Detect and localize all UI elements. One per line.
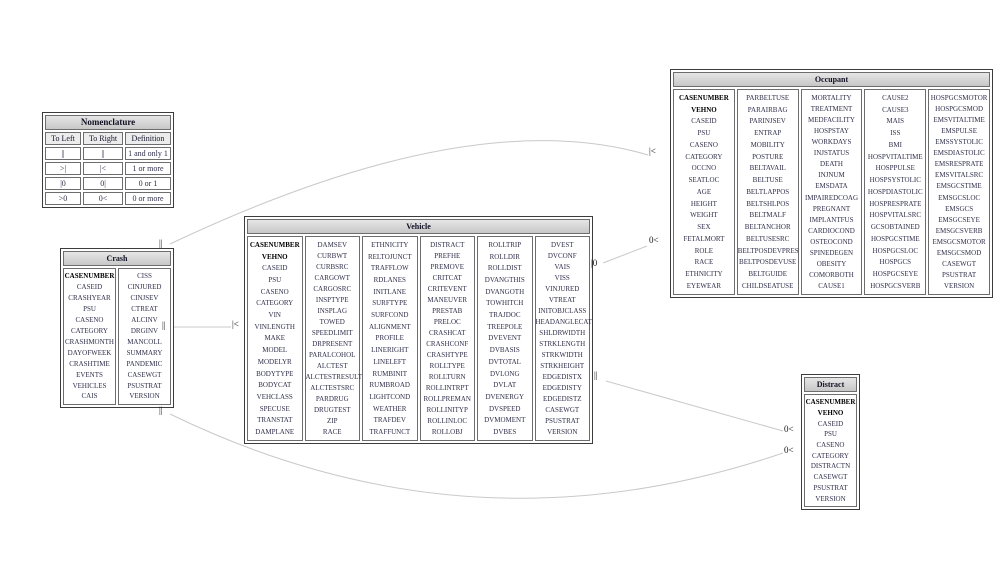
field-profile: PROFILE	[375, 334, 404, 343]
field-beltguide: BELTGUIDE	[748, 270, 788, 279]
field-bodytype: BODYTYPE	[256, 369, 294, 378]
field-implantfus: IMPLANTFUS	[809, 215, 854, 224]
field-ethnicity: ETHNICITY	[685, 270, 723, 279]
field-beltshlpos: BELTSHLPOS	[746, 199, 790, 208]
field-crashtype: CRASHTYPE	[426, 350, 468, 359]
nomenclature-row-2-cell-2: |<	[83, 162, 123, 175]
field-cinjured: CINJURED	[127, 283, 162, 292]
nomenclature-col-to-right: To Right	[83, 132, 123, 145]
field-entrap: ENTRAP	[754, 129, 782, 138]
field-race: RACE	[322, 428, 342, 437]
field-injstatus: INJSTATUS	[813, 149, 850, 158]
crash-table-body	[63, 268, 171, 405]
vehicle-table-title: Vehicle	[247, 219, 590, 234]
occupant-column-3	[801, 89, 863, 295]
cardinality-vehicle-distract-distract-end: 0<	[784, 424, 794, 434]
field-prestab: PRESTAB	[432, 306, 463, 315]
field-obesity: OBESITY	[816, 260, 847, 269]
field-damplane: DAMPLANE	[255, 428, 295, 437]
field-trajdoc: TRAJDOC	[488, 311, 521, 320]
distract-table-title: Distract	[804, 377, 857, 392]
field-beltposdevuse: BELTPOSDEVUSE	[739, 258, 797, 267]
field-mais: MAIS	[886, 117, 905, 126]
field-dvlat: DVLAT	[493, 381, 517, 390]
field-mancoll: MANCOLL	[127, 337, 162, 346]
field-crashtime: CRASHTIME	[69, 359, 110, 368]
field-dvest: DVEST	[550, 240, 574, 249]
cardinality-vehicle-occupant-vehicle-end: |0	[591, 258, 598, 268]
field-surftype: SURFTYPE	[372, 299, 408, 308]
field-vehno: VEHNO	[691, 105, 717, 114]
occupant-column-4	[864, 89, 926, 295]
field-vinlength: VINLENGTH	[254, 322, 295, 331]
field-surfcond: SURFCOND	[371, 311, 409, 320]
field-rolltrip: ROLLTRIP	[488, 240, 522, 249]
field-rollturn: ROLLTURN	[428, 373, 466, 382]
connector-vehicle-distract-line	[606, 381, 783, 431]
field-emsgcseye: EMSGCSEYE	[938, 215, 980, 224]
field-headanglecat: HEADANGLECAT	[535, 317, 592, 326]
field-version: VERSION	[129, 392, 160, 401]
field-parbeltuse: PARBELTUSE	[746, 93, 790, 102]
field-alignment: ALIGNMENT	[368, 322, 411, 331]
field-lineleft: LINELEFT	[373, 357, 407, 366]
field-premove: PREMOVE	[430, 262, 464, 271]
field-dvmoment: DVMOMENT	[484, 416, 526, 425]
field-casewgt: CASEWGT	[942, 260, 976, 269]
field-psustrat: PSUSTRAT	[127, 381, 162, 390]
field-occno: OCCNO	[691, 164, 717, 173]
field-emsdiastolic: EMSDIASTOLIC	[933, 149, 985, 158]
vehicle-column-3	[362, 236, 418, 441]
field-psustrat: PSUSTRAT	[813, 483, 848, 492]
field-cause3: CAUSE3	[882, 105, 909, 114]
crash-column-1	[63, 268, 116, 405]
field-osteocond: OSTEOCOND	[810, 237, 853, 246]
field-hospgcsverb: HOSPGCSVERB	[870, 281, 921, 290]
field-crashyear: CRASHYEAR	[68, 294, 111, 303]
cardinality-crash-vehicle-crash-end: ||	[162, 320, 166, 330]
field-sex: SEX	[697, 223, 711, 232]
crash-table	[60, 248, 174, 408]
nomenclature-col-to-left: To Left	[45, 132, 81, 145]
field-rollinityp: ROLLINITYP	[426, 406, 468, 415]
field-summary: SUMMARY	[126, 348, 163, 357]
field-caseno: CASENO	[816, 441, 845, 450]
nomenclature-row-4-cell-3: 0 or more	[125, 192, 171, 205]
nomenclature-row-3-cell-2: 0|	[83, 177, 123, 190]
field-mobility: MOBILITY	[750, 140, 785, 149]
field-edgedistx: EDGEDISTX	[542, 373, 582, 382]
field-vehno: VEHNO	[817, 409, 844, 418]
field-medfacility: MEDFACILITY	[808, 115, 855, 124]
field-casewgt: CASEWGT	[545, 406, 580, 415]
field-comorboth: COMORBOTH	[809, 271, 854, 280]
field-model: MODEL	[262, 346, 288, 355]
field-caseid: CASEID	[817, 419, 844, 428]
field-reltojunct: RELTOJUNCT	[367, 252, 412, 261]
field-emsresprate: EMSRESPRATE	[934, 160, 984, 169]
field-hospstay: HOSPSTAY	[814, 126, 849, 135]
field-age: AGE	[696, 187, 712, 196]
field-rollintrpt: ROLLINTRPT	[425, 384, 469, 393]
occupant-table-body	[673, 89, 990, 295]
field-vtreat: VTREAT	[548, 295, 576, 304]
field-beltposdevpres: BELTPOSDEVPRES	[737, 246, 799, 255]
vehicle-table	[244, 216, 593, 444]
occupant-table-title: Occupant	[673, 72, 990, 87]
field-emsdata: EMSDATA	[815, 182, 848, 191]
field-vehicles: VEHICLES	[72, 381, 107, 390]
field-caseid: CASEID	[691, 117, 717, 126]
field-weight: WEIGHT	[690, 211, 718, 220]
field-vin: VIN	[268, 311, 281, 320]
field-height: HEIGHT	[690, 199, 717, 208]
field-vehclass: VEHCLASS	[256, 392, 293, 401]
nomenclature-row-2-cell-1: >|	[45, 162, 81, 175]
field-bodycat: BODYCAT	[258, 381, 292, 390]
field-distract: DISTRACT	[430, 240, 465, 249]
field-vais: VAIS	[554, 262, 570, 271]
field-shldrwidth: SHLDRWIDTH	[539, 328, 586, 337]
field-beltlappos: BELTLAPPOS	[746, 187, 790, 196]
field-hosppulse: HOSPPULSE	[875, 164, 915, 173]
field-injnum: INJNUM	[818, 171, 845, 180]
field-hospresprate: HOSPRESPRATE	[869, 199, 922, 208]
field-drugtest: DRUGTEST	[313, 406, 351, 415]
field-beltmalf: BELTMALF	[749, 211, 786, 220]
field-distractn: DISTRACTN	[810, 462, 851, 471]
field-beltavail: BELTAVAIL	[749, 164, 786, 173]
field-bmi: BMI	[888, 140, 902, 149]
field-rumbroad: RUMBROAD	[369, 381, 410, 390]
crash-table-title: Crash	[63, 251, 171, 266]
field-hospsystolic: HOSPSYSTOLIC	[869, 176, 921, 185]
occupant-column-5	[928, 89, 990, 295]
vehicle-table-body	[247, 236, 590, 441]
occupant-column-2	[737, 89, 799, 295]
field-hospvitalsrc: HOSPVITALSRC	[869, 211, 922, 220]
distract-table	[801, 374, 860, 510]
field-specuse: SPECUSE	[259, 404, 290, 413]
field-modelyr: MODELYR	[257, 357, 292, 366]
field-traffunct: TRAFFUNCT	[369, 428, 411, 437]
field-workdays: WORKDAYS	[811, 137, 852, 146]
vehicle-column-4	[420, 236, 476, 441]
field-treepole: TREEPOLE	[487, 322, 523, 331]
field-role: ROLE	[694, 246, 714, 255]
connector-vehicle-occupant-line	[603, 246, 647, 263]
nomenclature-row-1-cell-3: 1 and only 1	[125, 147, 171, 160]
field-strklength: STRKLENGTH	[539, 339, 586, 348]
cardinality-crash-occupant-crash-end: ||	[159, 238, 163, 248]
field-critevent: CRITEVENT	[427, 284, 467, 293]
field-emsgcsmod: EMSGCSMOD	[936, 249, 982, 258]
field-parinjsev: PARINJSEV	[749, 117, 786, 126]
field-iss: ISS	[890, 129, 901, 138]
field-caseno: CASENO	[689, 140, 718, 149]
nomenclature-title: Nomenclature	[45, 115, 171, 130]
field-events: EVENTS	[76, 370, 103, 379]
field-critcat: CRITCAT	[432, 273, 462, 282]
field-towhitch: TOWHITCH	[486, 299, 524, 308]
field-emsgcsloc: EMSGCSLOC	[938, 193, 981, 202]
field-lineright: LINERIGHT	[371, 346, 409, 355]
field-category: CATEGORY	[685, 152, 723, 161]
field-maneuver: MANEUVER	[427, 295, 468, 304]
field-rollobj: ROLLOBJ	[431, 428, 463, 437]
field-rolldist: ROLLDIST	[487, 264, 522, 273]
field-alctestresult: ALCTESTRESULT	[305, 373, 363, 382]
nomenclature-body	[45, 132, 171, 205]
field-mortality: MORTALITY	[811, 93, 852, 102]
field-ciss: CISS	[137, 272, 152, 281]
nomenclature-col-definition: Definition	[125, 132, 171, 145]
nomenclature-row-3-cell-1: |0	[45, 177, 81, 190]
vehicle-column-5	[477, 236, 533, 441]
crash-column-2	[118, 268, 171, 405]
cardinality-crash-distract-distract-end: 0<	[784, 445, 794, 455]
distract-table-body	[804, 394, 857, 507]
field-beltusesrc: BELTUSESRC	[746, 234, 790, 243]
field-rdlanes: RDLANES	[373, 275, 406, 284]
nomenclature-row-1-cell-2: ||	[83, 147, 123, 160]
nomenclature-row-4-cell-1: >0	[45, 192, 81, 205]
field-dvtotal: DVTOTAL	[488, 357, 521, 366]
field-casenumber: CASENUMBER	[805, 398, 856, 407]
field-hospdiastolic: HOSPDIASTOLIC	[867, 187, 923, 196]
field-emsvitaltime: EMSVITALTIME	[933, 115, 985, 124]
field-gcsobtained: GCSOBTAINED	[870, 223, 920, 232]
field-dvbes: DVBES	[493, 428, 517, 437]
field-cardiocond: CARDIOCOND	[808, 226, 855, 235]
field-fetalmort: FETALMORT	[683, 234, 725, 243]
field-damsev: DAMSEV	[317, 240, 348, 249]
field-make: MAKE	[264, 334, 286, 343]
field-paralcohol: PARALCOHOL	[309, 350, 356, 359]
field-pandemic: PANDEMIC	[126, 359, 163, 368]
field-treatment: TREATMENT	[810, 104, 853, 113]
field-rolltype: ROLLTYPE	[429, 362, 465, 371]
field-spinedegen: SPINEDEGEN	[809, 249, 854, 258]
field-initlane: INITLANE	[373, 287, 407, 296]
field-dvenergy: DVENERGY	[485, 392, 524, 401]
field-dvangoth: DVANGOTH	[485, 287, 525, 296]
field-weather: WEATHER	[373, 404, 407, 413]
field-towed: TOWED	[319, 317, 345, 326]
field-dvevent: DVEVENT	[488, 334, 522, 343]
field-category: CATEGORY	[71, 326, 108, 335]
field-posture: POSTURE	[752, 152, 784, 161]
field-trafdev: TRAFDEV	[373, 416, 406, 425]
field-ethnicity: ETHNICITY	[371, 240, 409, 249]
field-preloc: PRELOC	[433, 317, 461, 326]
field-beltuse: BELTUSE	[752, 176, 783, 185]
field-category: CATEGORY	[256, 299, 294, 308]
field-casewgt: CASEWGT	[813, 473, 848, 482]
field-emsgcstime: EMSGCSTIME	[936, 182, 982, 191]
distract-column-1	[804, 394, 857, 507]
cardinality-crash-distract-crash-end: ||	[159, 405, 163, 415]
field-alctest: ALCTEST	[316, 362, 348, 371]
field-version: VERSION	[815, 494, 846, 503]
field-crashconf: CRASHCONF	[426, 339, 469, 348]
field-seatloc: SEATLOC	[688, 176, 720, 185]
field-crashmonth: CRASHMONTH	[64, 337, 114, 346]
occupant-column-1	[673, 89, 735, 295]
field-edgedistz: EDGEDISTZ	[543, 395, 582, 404]
field-trafflow: TRAFFLOW	[370, 264, 409, 273]
field-zip: ZIP	[327, 417, 338, 426]
field-category: CATEGORY	[812, 451, 849, 460]
field-hospgcs: HOSPGCS	[879, 258, 912, 267]
field-drpresent: DRPRESENT	[312, 339, 353, 348]
field-casenumber: CASENUMBER	[679, 93, 729, 102]
field-psu: PSU	[268, 275, 282, 284]
field-dvspeed: DVSPEED	[488, 404, 521, 413]
field-hospgcsmotor: HOSPGCSMOTOR	[930, 93, 988, 102]
field-insptype: INSPTYPE	[315, 295, 349, 304]
field-beltanchor: BELTANCHOR	[744, 223, 791, 232]
field-emssystolic: EMSSYSTOLIC	[935, 137, 983, 146]
field-casenumber: CASENUMBER	[64, 272, 115, 281]
field-strkheight: STRKHEIGHT	[540, 362, 585, 371]
field-psustrat: PSUSTRAT	[941, 271, 977, 280]
field-lightcond: LIGHTCOND	[369, 392, 411, 401]
vehicle-column-1	[247, 236, 303, 441]
field-hospgcseye: HOSPGCSEYE	[872, 270, 918, 279]
field-dayofweek: DAYOFWEEK	[67, 348, 112, 357]
field-crashcat: CRASHCAT	[428, 328, 466, 337]
field-strkwidth: STRKWIDTH	[541, 350, 583, 359]
cardinality-crash-vehicle-vehicle-end: |<	[232, 319, 239, 329]
field-vinjured: VINJURED	[545, 284, 580, 293]
field-psu: PSU	[697, 129, 711, 138]
field-viss: VISS	[554, 273, 570, 282]
field-death: DEATH	[820, 160, 843, 169]
field-cause1: CAUSE1	[818, 282, 845, 291]
field-alctestsrc: ALCTESTSRC	[310, 384, 355, 393]
nomenclature-row-2-cell-3: 1 or more	[125, 162, 171, 175]
vehicle-column-2	[305, 236, 361, 441]
field-race: RACE	[694, 258, 714, 267]
field-transtat: TRANSTAT	[257, 416, 293, 425]
field-eyewear: EYEWEAR	[686, 281, 721, 290]
field-rumbinit: RUMBINIT	[372, 369, 408, 378]
nomenclature-row-4-cell-2: 0<	[83, 192, 123, 205]
field-cargowt: CARGOWT	[314, 273, 350, 282]
field-childseatuse: CHILDSEATUSE	[742, 281, 794, 290]
field-caseid: CASEID	[76, 283, 103, 292]
cardinality-vehicle-occupant-occupant-end: 0<	[649, 235, 659, 245]
field-cause2: CAUSE2	[882, 93, 909, 102]
field-curbsrc: CURBSRC	[316, 262, 349, 271]
field-caseno: CASENO	[75, 316, 104, 325]
field-dvangthis: DVANGTHIS	[484, 275, 525, 284]
field-emspulse: EMSPULSE	[941, 126, 977, 135]
cardinality-crash-occupant-occupant-end: |<	[649, 146, 656, 156]
field-hospgcsmod: HOSPGCSMOD	[935, 104, 984, 113]
field-cinjsev: CINJSEV	[130, 294, 159, 303]
field-dvbasis: DVBASIS	[489, 346, 520, 355]
field-pregnant: PREGNANT	[812, 204, 851, 213]
field-drginv: DRGINV	[130, 326, 159, 335]
field-prefhe: PREFHE	[434, 251, 461, 260]
field-emsgcsmotor: EMSGCSMOTOR	[932, 237, 986, 246]
nomenclature-row-3-cell-3: 0 or 1	[125, 177, 171, 190]
field-speedlimit: SPEEDLIMIT	[311, 328, 353, 337]
nomenclature-row-1-cell-1: ||	[45, 147, 81, 160]
field-dvlong: DVLONG	[489, 369, 520, 378]
field-ctreat: CTREAT	[131, 305, 158, 314]
field-parairbag: PARAIRBAG	[747, 105, 788, 114]
field-rollpreman: ROLLPREMAN	[423, 395, 471, 404]
field-hospgcsloc: HOSPGCSLOC	[872, 246, 919, 255]
field-vehno: VEHNO	[261, 252, 288, 261]
field-hospvitaltime: HOSPVITALTIME	[867, 152, 923, 161]
occupant-table	[670, 69, 993, 298]
field-cargosrc: CARGOSRC	[313, 284, 352, 293]
field-version: VERSION	[943, 282, 975, 291]
field-dvconf: DVCONF	[547, 251, 577, 260]
field-emsgcs: EMSGCS	[945, 204, 974, 213]
field-rolldir: ROLLDIR	[489, 252, 520, 261]
field-hospgcstime: HOSPGCSTIME	[870, 234, 920, 243]
cardinality-vehicle-distract-vehicle-end: ||	[594, 370, 598, 380]
field-initobjclass: INITOBJCLASS	[538, 306, 587, 315]
nomenclature-legend	[42, 112, 174, 208]
field-cais: CAIS	[81, 392, 98, 401]
field-emsvitalsrc: EMSVITALSRC	[935, 171, 984, 180]
field-psu: PSU	[824, 430, 837, 439]
field-casenumber: CASENUMBER	[249, 240, 300, 249]
field-caseno: CASENO	[260, 287, 289, 296]
field-rollinloc: ROLLINLOC	[427, 417, 468, 426]
field-version: VERSION	[547, 428, 578, 437]
field-caseid: CASEID	[262, 264, 288, 273]
vehicle-column-6	[535, 236, 591, 441]
field-alcinv: ALCINV	[131, 316, 158, 325]
field-edgedisty: EDGEDISTY	[542, 384, 582, 393]
field-emsgcsverb: EMSGCSVERB	[935, 226, 983, 235]
field-insplag: INSPLAG	[317, 306, 348, 315]
field-pardrug: PARDRUG	[315, 395, 349, 404]
field-impairedcoag: IMPAIREDCOAG	[804, 193, 858, 202]
field-psustrat: PSUSTRAT	[545, 417, 580, 426]
field-casewgt: CASEWGT	[127, 370, 162, 379]
field-psu: PSU	[83, 305, 96, 314]
field-curbwt: CURBWT	[317, 251, 348, 260]
